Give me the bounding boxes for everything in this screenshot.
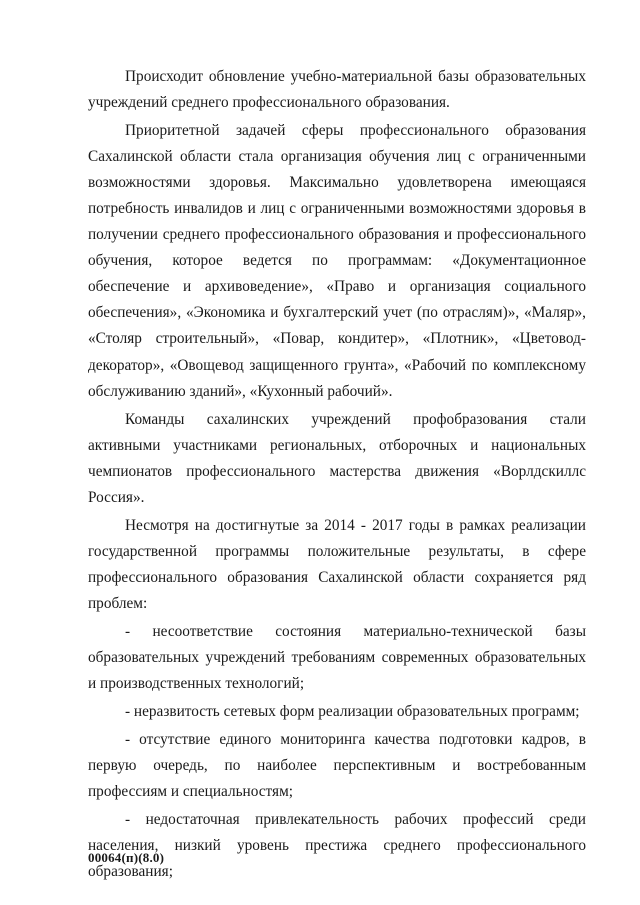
paragraph-worldskills: Команды сахалинских учреждений профобразования стали активными участниками региональных, отборочных и национальных чемпионатов профессионального мастерства движения «Ворлдскиллс Россия».: [88, 410, 586, 506]
problem-item-material-base: - несоответствие состояния материально-технической базы образовательных учреждений требованиям современных образовательных и производственных технологий;: [88, 622, 586, 693]
paragraph-base-update: Происходит обновление учебно-материальной базы образовательных учреждений среднего профессионального образования.: [88, 68, 586, 112]
problem-item-attractiveness: - недостаточная привлекательность рабочих профессий среди населения, низкий уровень престижа среднего профессионального образования;: [88, 811, 586, 881]
document-body: [88, 64, 586, 887]
problem-item-network-forms: - неразвитость сетевых форм реализации образовательных программ;: [125, 703, 580, 721]
paragraph-disabled-education: Приоритетной задачей сферы профессионального образования Сахалинской области стала организация обучения лиц с ограниченными возможностями здоровья. Максимально удовлетворена имеющаяся потребность инвалидов и лиц с ограниченными возможностями здоровья в получении среднего профессионального образования и профессионального обучения, которое ведется по программам: «Документационное обеспечение и архивоведение», «Право и организация социального обеспечения», «Экономика и бухгалтерский учет (по отраслям)», «Маляр», «Столяр строительный», «Повар, кондитер», «Плотник», «Цветовод-декоратор», «Овощевод защищенного грунта», «Рабочий по комплексному обслуживанию зданий», «Кухонный рабочий».: [88, 122, 586, 400]
paragraph-problems-intro: Несмотря на достигнутые за 2014 - 2017 годы в рамках реализации государственной программы положительные результаты, в сфере профессионального образования Сахалинской области сохраняется ряд проблем:: [88, 516, 586, 612]
document-code-footer: 00064(п)(8.0): [88, 850, 165, 865]
problem-item-monitoring: - отсутствие единого мониторинга качества подготовки кадров, в первую очередь, по наиболее перспективным и востребованным профессиям и специальностям;: [88, 731, 586, 801]
